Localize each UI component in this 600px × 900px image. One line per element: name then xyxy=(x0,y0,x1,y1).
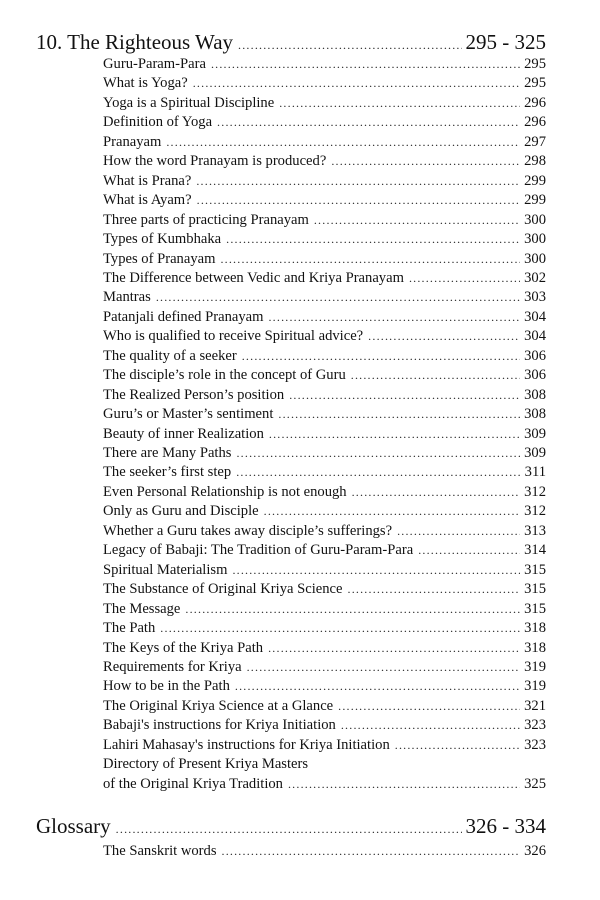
toc-entry xyxy=(103,56,546,73)
toc-entry xyxy=(103,678,546,695)
toc-entry xyxy=(103,601,546,618)
dot-leader xyxy=(351,368,520,383)
dot-leader xyxy=(341,718,520,733)
toc-entry-page: 315 xyxy=(524,600,546,617)
toc-entry xyxy=(103,134,546,151)
toc-entry-title: Even Personal Relationship is not enough xyxy=(103,483,347,500)
chapter-heading xyxy=(36,30,546,55)
toc-entry-title: The Realized Person’s position xyxy=(103,386,285,403)
toc-entry-title: Legacy of Babaji: The Tradition of Guru-Param-Para xyxy=(103,542,414,559)
dot-leader xyxy=(238,38,461,53)
toc-entry-title: Pranayam xyxy=(103,133,162,150)
glossary-page-range: 326 - 334 xyxy=(465,814,546,838)
toc-entry-page: 299 xyxy=(524,172,546,189)
toc-entry xyxy=(103,173,546,190)
dot-leader xyxy=(397,524,520,539)
toc-entry-title: The disciple’s role in the concept of Guru xyxy=(103,367,346,384)
toc-entry-title: Mantras xyxy=(103,289,151,306)
toc-entry-page: 323 xyxy=(524,736,546,753)
toc-entry-title: There are Many Paths xyxy=(103,445,232,461)
toc-entry-page: 309 xyxy=(524,445,546,461)
dot-leader xyxy=(288,777,520,792)
toc-entry-title: Patanjali defined Pranayam xyxy=(103,308,264,325)
toc-entry-title: Three parts of practicing Pranayam xyxy=(103,211,309,228)
glossary-title: Glossary xyxy=(36,814,111,838)
toc-entry xyxy=(103,231,546,248)
toc-entry-page: 314 xyxy=(524,542,546,559)
toc-entry-title: The Keys of the Kriya Path xyxy=(103,639,264,656)
toc-entry xyxy=(103,717,546,734)
dot-leader xyxy=(264,504,520,519)
glossary-heading xyxy=(36,814,546,839)
toc-entry-title: Definition of Yoga xyxy=(103,114,213,131)
toc-entry xyxy=(103,328,546,345)
toc-entry-title: The Difference between Vedic and Kriya Pranayam xyxy=(103,269,404,286)
toc-entry-page: 299 xyxy=(524,192,546,209)
dot-leader xyxy=(409,271,520,286)
dot-leader xyxy=(269,427,520,442)
toc-entry-page: 306 xyxy=(524,347,546,364)
toc-entry-multiline-second xyxy=(103,776,546,793)
toc-entry xyxy=(103,464,546,481)
toc-entry-title: The seeker’s first step xyxy=(103,464,232,481)
toc-entry-title: The Substance of Original Kriya Science xyxy=(103,581,343,598)
toc-entry-page: 298 xyxy=(524,153,546,170)
toc-entry xyxy=(103,309,546,326)
dot-leader xyxy=(278,407,520,422)
toc-entry-page: 300 xyxy=(524,211,546,228)
toc-entry-page: 300 xyxy=(524,231,546,248)
dot-leader xyxy=(232,563,520,578)
toc-entry-page: 325 xyxy=(524,776,546,792)
toc-entry-page: 296 xyxy=(524,114,546,131)
chapter-title: 10. The Righteous Way xyxy=(36,30,234,54)
toc-entry-page: 318 xyxy=(524,620,546,637)
dot-leader xyxy=(235,679,520,694)
dot-leader xyxy=(166,135,520,150)
toc-entry-title: Types of Pranayam xyxy=(103,250,216,267)
toc-entry xyxy=(103,484,546,501)
toc-entry xyxy=(103,153,546,170)
dot-leader xyxy=(156,290,520,305)
toc-entry xyxy=(103,620,546,637)
toc-entry xyxy=(103,698,546,715)
toc-entry-page: 319 xyxy=(524,658,546,675)
toc-entry-page: 295 xyxy=(524,56,546,72)
toc-entry xyxy=(103,192,546,209)
toc-entry-title: Who is qualified to receive Spiritual advice? xyxy=(103,328,364,345)
toc-entry-page: 306 xyxy=(524,367,546,384)
toc-entry xyxy=(103,75,546,92)
dot-leader xyxy=(196,174,520,189)
dot-leader xyxy=(352,485,521,500)
toc-entry xyxy=(103,445,546,462)
dot-leader xyxy=(236,446,520,461)
toc-entry-title: The Original Kriya Science at a Glance xyxy=(103,697,334,714)
toc-entry-page: 312 xyxy=(524,503,546,520)
toc-entry xyxy=(103,251,546,268)
toc-entry-title: The Path xyxy=(103,620,156,637)
toc-entry xyxy=(103,562,546,579)
dot-leader xyxy=(160,621,520,636)
toc-entry-page: 311 xyxy=(524,464,546,481)
dot-leader xyxy=(395,738,520,753)
toc-entry xyxy=(103,95,546,112)
dot-leader xyxy=(211,57,520,72)
toc-entry-title: What is Prana? xyxy=(103,172,192,189)
toc-entry-page: 297 xyxy=(524,133,546,150)
toc-entry-title: The Message xyxy=(103,600,181,617)
toc-entry-page: 296 xyxy=(524,94,546,111)
toc-entry xyxy=(103,542,546,559)
dot-leader xyxy=(331,154,520,169)
toc-entry-page: 304 xyxy=(524,328,546,345)
toc-entry-page: 313 xyxy=(524,522,546,539)
dot-leader xyxy=(268,310,520,325)
toc-entry-page: 315 xyxy=(524,581,546,598)
toc-entry xyxy=(103,659,546,676)
toc-entry-title: of the Original Kriya Tradition xyxy=(103,776,283,792)
toc-entry xyxy=(103,212,546,229)
dot-leader xyxy=(242,349,520,364)
toc-entry-title: The quality of a seeker xyxy=(103,347,237,364)
toc-entry-page: 318 xyxy=(524,639,546,656)
toc-entry-page: 303 xyxy=(524,289,546,306)
toc-entry-page: 326 xyxy=(524,843,546,859)
toc-entry-title: Lahiri Mahasay's instructions for Kriya Initiation xyxy=(103,736,390,753)
dot-leader xyxy=(279,96,520,111)
toc-entry xyxy=(103,387,546,404)
toc-entry xyxy=(103,581,546,598)
toc-entry-title: Directory of Present Kriya Masters xyxy=(103,756,309,772)
toc-entry xyxy=(103,843,546,860)
toc-entry xyxy=(103,640,546,657)
toc-entry xyxy=(103,406,546,423)
toc-entry xyxy=(103,523,546,540)
toc-entry-page: 308 xyxy=(524,406,546,423)
toc-entry-title: How the word Pranayam is produced? xyxy=(103,153,327,170)
dot-leader xyxy=(418,543,520,558)
toc-entry-title: What is Ayam? xyxy=(103,192,192,209)
dot-leader xyxy=(314,213,520,228)
toc-entry-title: Babaji's instructions for Kriya Initiation xyxy=(103,717,336,734)
toc-entry-title: Requirements for Kriya xyxy=(103,658,242,675)
toc-entry-page: 302 xyxy=(524,269,546,286)
toc-entry-page: 304 xyxy=(524,308,546,325)
toc-entry-title: Guru’s or Master’s sentiment xyxy=(103,406,274,423)
dot-leader xyxy=(338,699,520,714)
toc-entry-page: 308 xyxy=(524,386,546,403)
toc-entry xyxy=(103,426,546,443)
toc-entry xyxy=(103,367,546,384)
toc-entry xyxy=(103,114,546,131)
toc-entry-page: 300 xyxy=(524,250,546,267)
toc-entry-page: 321 xyxy=(524,697,546,714)
toc-entry-page: 315 xyxy=(524,561,546,578)
toc-entry-page: 295 xyxy=(524,75,546,92)
dot-leader xyxy=(247,660,521,675)
toc-entry-title: Types of Kumbhaka xyxy=(103,231,222,248)
toc-entry xyxy=(103,737,546,754)
dot-leader xyxy=(116,822,462,837)
toc-entry xyxy=(103,503,546,520)
toc-entry xyxy=(103,348,546,365)
toc-entry-title: Only as Guru and Disciple xyxy=(103,503,259,520)
dot-leader xyxy=(226,232,520,247)
toc-entry-title: Whether a Guru takes away disciple’s sufferings? xyxy=(103,522,393,539)
dot-leader xyxy=(268,641,520,656)
toc-entry xyxy=(103,270,546,287)
dot-leader xyxy=(368,329,520,344)
toc-entry-page: 323 xyxy=(524,717,546,734)
chapter-page-range: 295 - 325 xyxy=(465,30,546,54)
toc-entry-title: Beauty of inner Realization xyxy=(103,425,264,442)
dot-leader xyxy=(222,844,521,859)
toc-entry-title: Guru-Param-Para xyxy=(103,56,206,72)
dot-leader xyxy=(220,252,520,267)
toc-entry-page: 319 xyxy=(524,678,546,695)
dot-leader xyxy=(217,115,520,130)
toc-entry-title: How to be in the Path xyxy=(103,678,230,695)
dot-leader xyxy=(236,465,520,480)
dot-leader xyxy=(185,602,520,617)
toc-entry xyxy=(103,289,546,306)
toc-entry-multiline-first xyxy=(103,756,308,773)
toc-entry-title: Spiritual Materialism xyxy=(103,561,228,578)
toc-entry-title: The Sanskrit words xyxy=(103,843,217,859)
dot-leader xyxy=(193,76,520,91)
toc-entry-title: What is Yoga? xyxy=(103,75,188,92)
toc-entry-page: 312 xyxy=(524,483,546,500)
toc-entry-page: 309 xyxy=(524,425,546,442)
dot-leader xyxy=(197,193,520,208)
dot-leader xyxy=(348,582,521,597)
toc-entry-title: Yoga is a Spiritual Discipline xyxy=(103,94,275,111)
dot-leader xyxy=(289,388,520,403)
